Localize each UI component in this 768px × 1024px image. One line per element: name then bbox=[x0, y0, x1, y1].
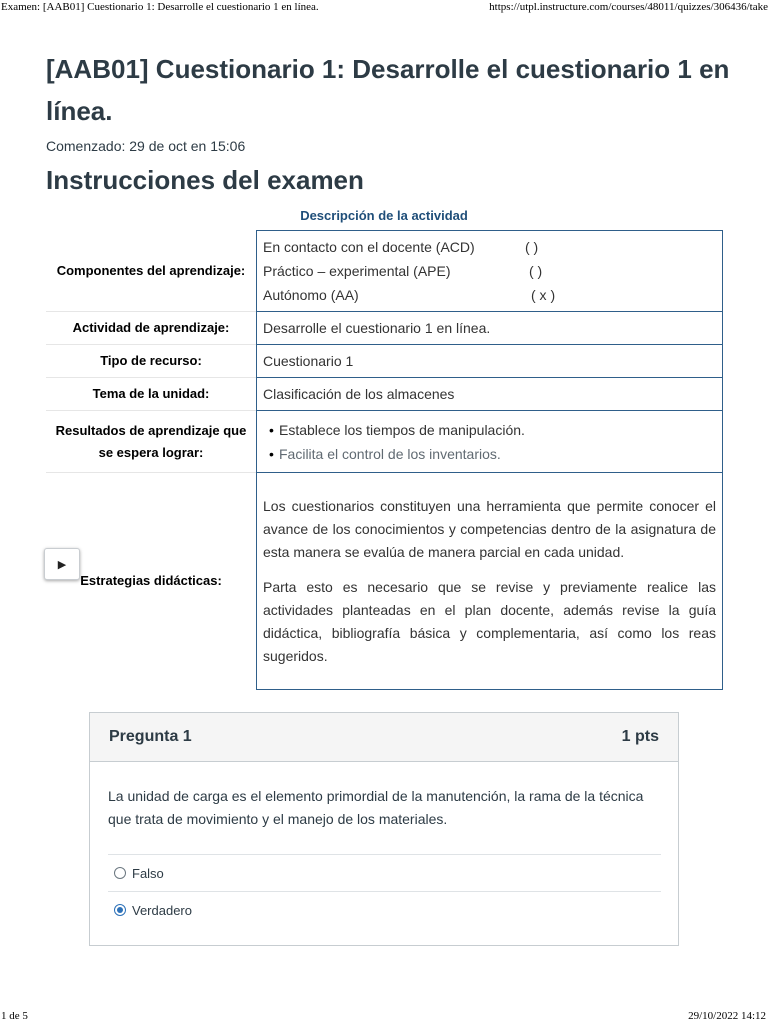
component-mark: ( ) bbox=[529, 263, 543, 279]
page-number: 1 de 5 bbox=[1, 1010, 28, 1022]
component-line bbox=[263, 283, 716, 307]
question-card bbox=[89, 712, 679, 946]
strategies-label: Estrategias didácticas: bbox=[46, 473, 257, 690]
resource-value: Cuestionario 1 bbox=[257, 345, 723, 378]
results-label: Resultados de aprendizaje que se espera lograr: bbox=[46, 411, 257, 473]
print-header-url: https://utpl.instructure.com/courses/48011/quizzes/306436/take bbox=[489, 1, 768, 13]
components-value bbox=[257, 231, 723, 312]
activity-description-caption: Descripción de la actividad bbox=[300, 208, 468, 223]
answer-option-falso[interactable] bbox=[108, 854, 661, 891]
instructions-heading: Instrucciones del examen bbox=[46, 165, 364, 195]
answer-option-verdadero[interactable] bbox=[108, 891, 661, 928]
list-item: • Facilita el control de los inventarios. bbox=[279, 442, 716, 466]
started-timestamp: Comenzado: 29 de oct en 15:06 bbox=[46, 138, 246, 154]
answer-label: Falso bbox=[132, 865, 164, 881]
print-header bbox=[0, 0, 768, 16]
play-button[interactable] bbox=[44, 548, 80, 580]
answer-label: Verdadero bbox=[132, 902, 192, 918]
results-list bbox=[263, 418, 716, 466]
component-line bbox=[263, 259, 716, 283]
play-icon: ▶ bbox=[57, 558, 67, 571]
question-header bbox=[90, 713, 678, 762]
print-footer bbox=[0, 1008, 768, 1024]
component-line bbox=[263, 235, 716, 259]
strategies-paragraph: Parta esto es necesario que se revise y previamente realice las actividades planteadas en el plan docente, además revise la guía didáctica, bibliografía básica y complementaria, así como los reas sugeridos. bbox=[263, 578, 716, 664]
print-timestamp: 29/10/2022 14:12 bbox=[688, 1010, 766, 1022]
activity-value: Desarrolle el cuestionario 1 en línea. bbox=[257, 312, 723, 345]
results-value bbox=[257, 411, 723, 473]
page-title: [AAB01] Cuestionario 1: Desarrolle el cuestionario 1 en línea. bbox=[46, 54, 730, 126]
topic-label: Tema de la unidad: bbox=[46, 378, 257, 411]
strategies-value bbox=[257, 473, 723, 690]
activity-label: Actividad de aprendizaje: bbox=[46, 312, 257, 345]
print-header-title: Examen: [AAB01] Cuestionario 1: Desarrolle el cuestionario 1 en línea. bbox=[1, 1, 319, 13]
strategies-paragraph: Los cuestionarios constituyen una herramienta que permite conocer el avance de los conocimientos y competencias dentro de la asignatura de esta manera se evalúa de manera parcial en cada unidad. bbox=[263, 497, 716, 560]
radio-button[interactable] bbox=[114, 904, 126, 916]
activity-table bbox=[46, 230, 723, 690]
topic-value: Clasificación de los almacenes bbox=[257, 378, 723, 411]
component-text: En contacto con el docente (ACD) bbox=[263, 239, 475, 255]
components-label: Componentes del aprendizaje: bbox=[56, 262, 246, 278]
component-mark: ( x ) bbox=[531, 287, 556, 303]
component-text: Autónomo (AA) bbox=[263, 287, 359, 303]
component-text: Práctico – experimental (APE) bbox=[263, 263, 451, 279]
question-points: 1 pts bbox=[621, 728, 659, 745]
resource-label: Tipo de recurso: bbox=[46, 345, 257, 378]
question-title: Pregunta 1 bbox=[109, 728, 192, 745]
question-text: La unidad de carga es el elemento primordial de la manutención, la rama de la técnica que trata de movimiento y el manejo de los materiales. bbox=[108, 788, 644, 827]
list-item: • Establece los tiempos de manipulación. bbox=[279, 418, 716, 442]
radio-button[interactable] bbox=[114, 867, 126, 879]
component-mark: ( ) bbox=[525, 239, 539, 255]
